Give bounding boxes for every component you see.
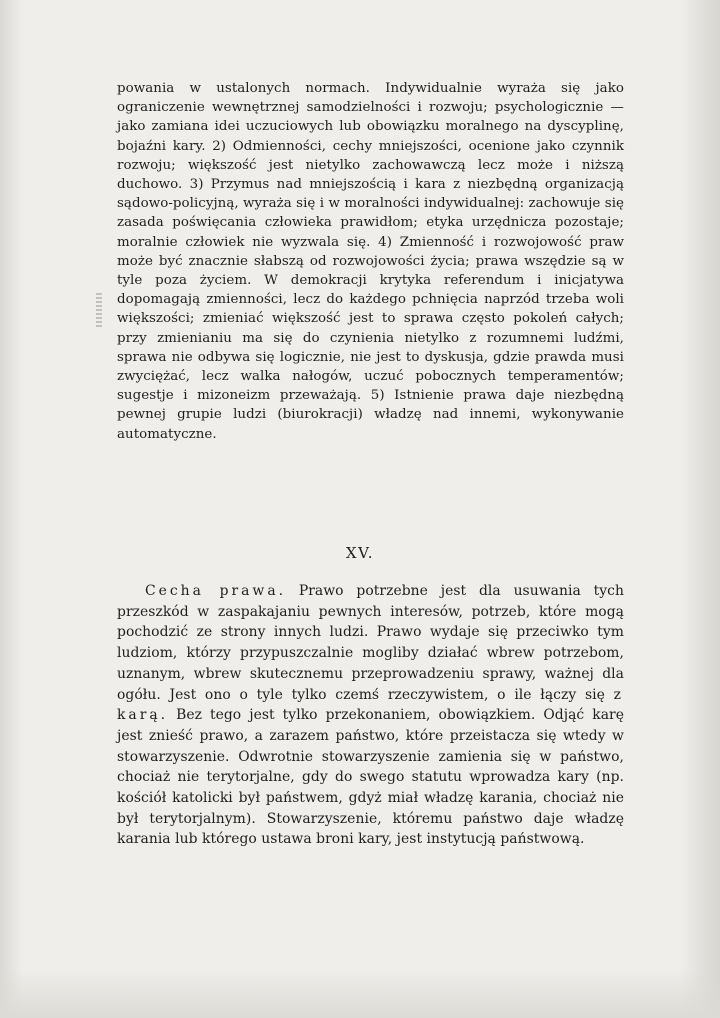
paragraph-lead: Cecha prawa. bbox=[145, 583, 287, 599]
page-left-shadow bbox=[0, 0, 22, 1018]
emphasized-phrase: z karą. bbox=[117, 686, 624, 724]
margin-mark bbox=[96, 293, 102, 329]
section-heading: XV. bbox=[345, 544, 375, 562]
page-bottom-shadow bbox=[0, 968, 720, 1018]
paragraph-text-b: Bez tego jest tylko przekonaniem, obowiązkiem. Odjąć karę jest znieść prawo, a zarazem państwo, które przeistacza się wtedy w stowarzyszenie. Odwrotnie stowarzyszenie zamienia się w państwo, chociaż nie terytorjalne, gdy do swego statutu wprowadza kary (np. kościół katolicki był państwem, gdyż miał władzę karania, chociaż nie był terytorjalnym). Stowarzyszenie, któremu państwo daje władzę karania lub którego ustawa broni kary, jest instytucją państwową. bbox=[117, 707, 624, 848]
page-right-shadow bbox=[680, 0, 720, 1018]
paragraph-text-a: Prawo potrzebne jest dla usuwania tych przeszkód w zaspakajaniu pewnych interesów, potrzeb, które mogą pochodzić ze strony innych ludzi. Prawo wydaje się przeciwko tym ludziom, którzy przypuszczalnie mogliby działać wbrew potrzebom, uznanym, wbrew skutecznemu przeprowadzeniu sprawy, ważnej dla ogółu. Jest ono o tyle tylko czemś rzeczywistem, o ile łączy się bbox=[117, 583, 624, 703]
paragraph-cecha-prawa bbox=[117, 581, 624, 850]
paragraph-continuation: powania w ustalonych normach. Indywidualnie wyraża się jako ograniczenie wewnętrznej samodzielności i rozwoju; psychologicznie — jako zamiana idei uczuciowych lub obowiązku moralnego na dyscyplinę, bojaźni kary. 2) Odmienności, cechy mniejszości, ocenione jako czynnik rozwoju; większość jest nietylko zachowawczą lecz może i niższą duchowo. 3) Przymus nad mniejszością i kara z niezbędną organizacją sądowo-policyjną, wyraża się i w moralności indywidualnej: zachowuje się zasada poświęcania człowieka prawidłom; etyka urzędnicza pozostaje; moralnie człowiek nie wyzwala się. 4) Zmienność i rozwojowość praw może być znacznie słabszą od rozwojowości życia; prawa wszędzie są w tyle poza życiem. W demokracji krytyka referendum i inicjatywa dopomagają zmienności, lecz do każdego pchnięcia naprzód trzeba woli większości; zmieniać większość jest to sprawa często pokoleń całych; przy zmienianiu ma się do czynienia nietylko z rozumnemi ludźmi, sprawa nie odbywa się logicznie, nie jest to dyskusja, gdzie prawda musi zwyciężać, lecz walka nałogów, uczuć pobocznych temperamentów; sugestje i mizoneizm przeważają. 5) Istnienie prawa daje niezbędną pewnej grupie ludzi (biurokracji) władzę nad innemi, wykonywanie automatyczne. bbox=[117, 81, 624, 442]
